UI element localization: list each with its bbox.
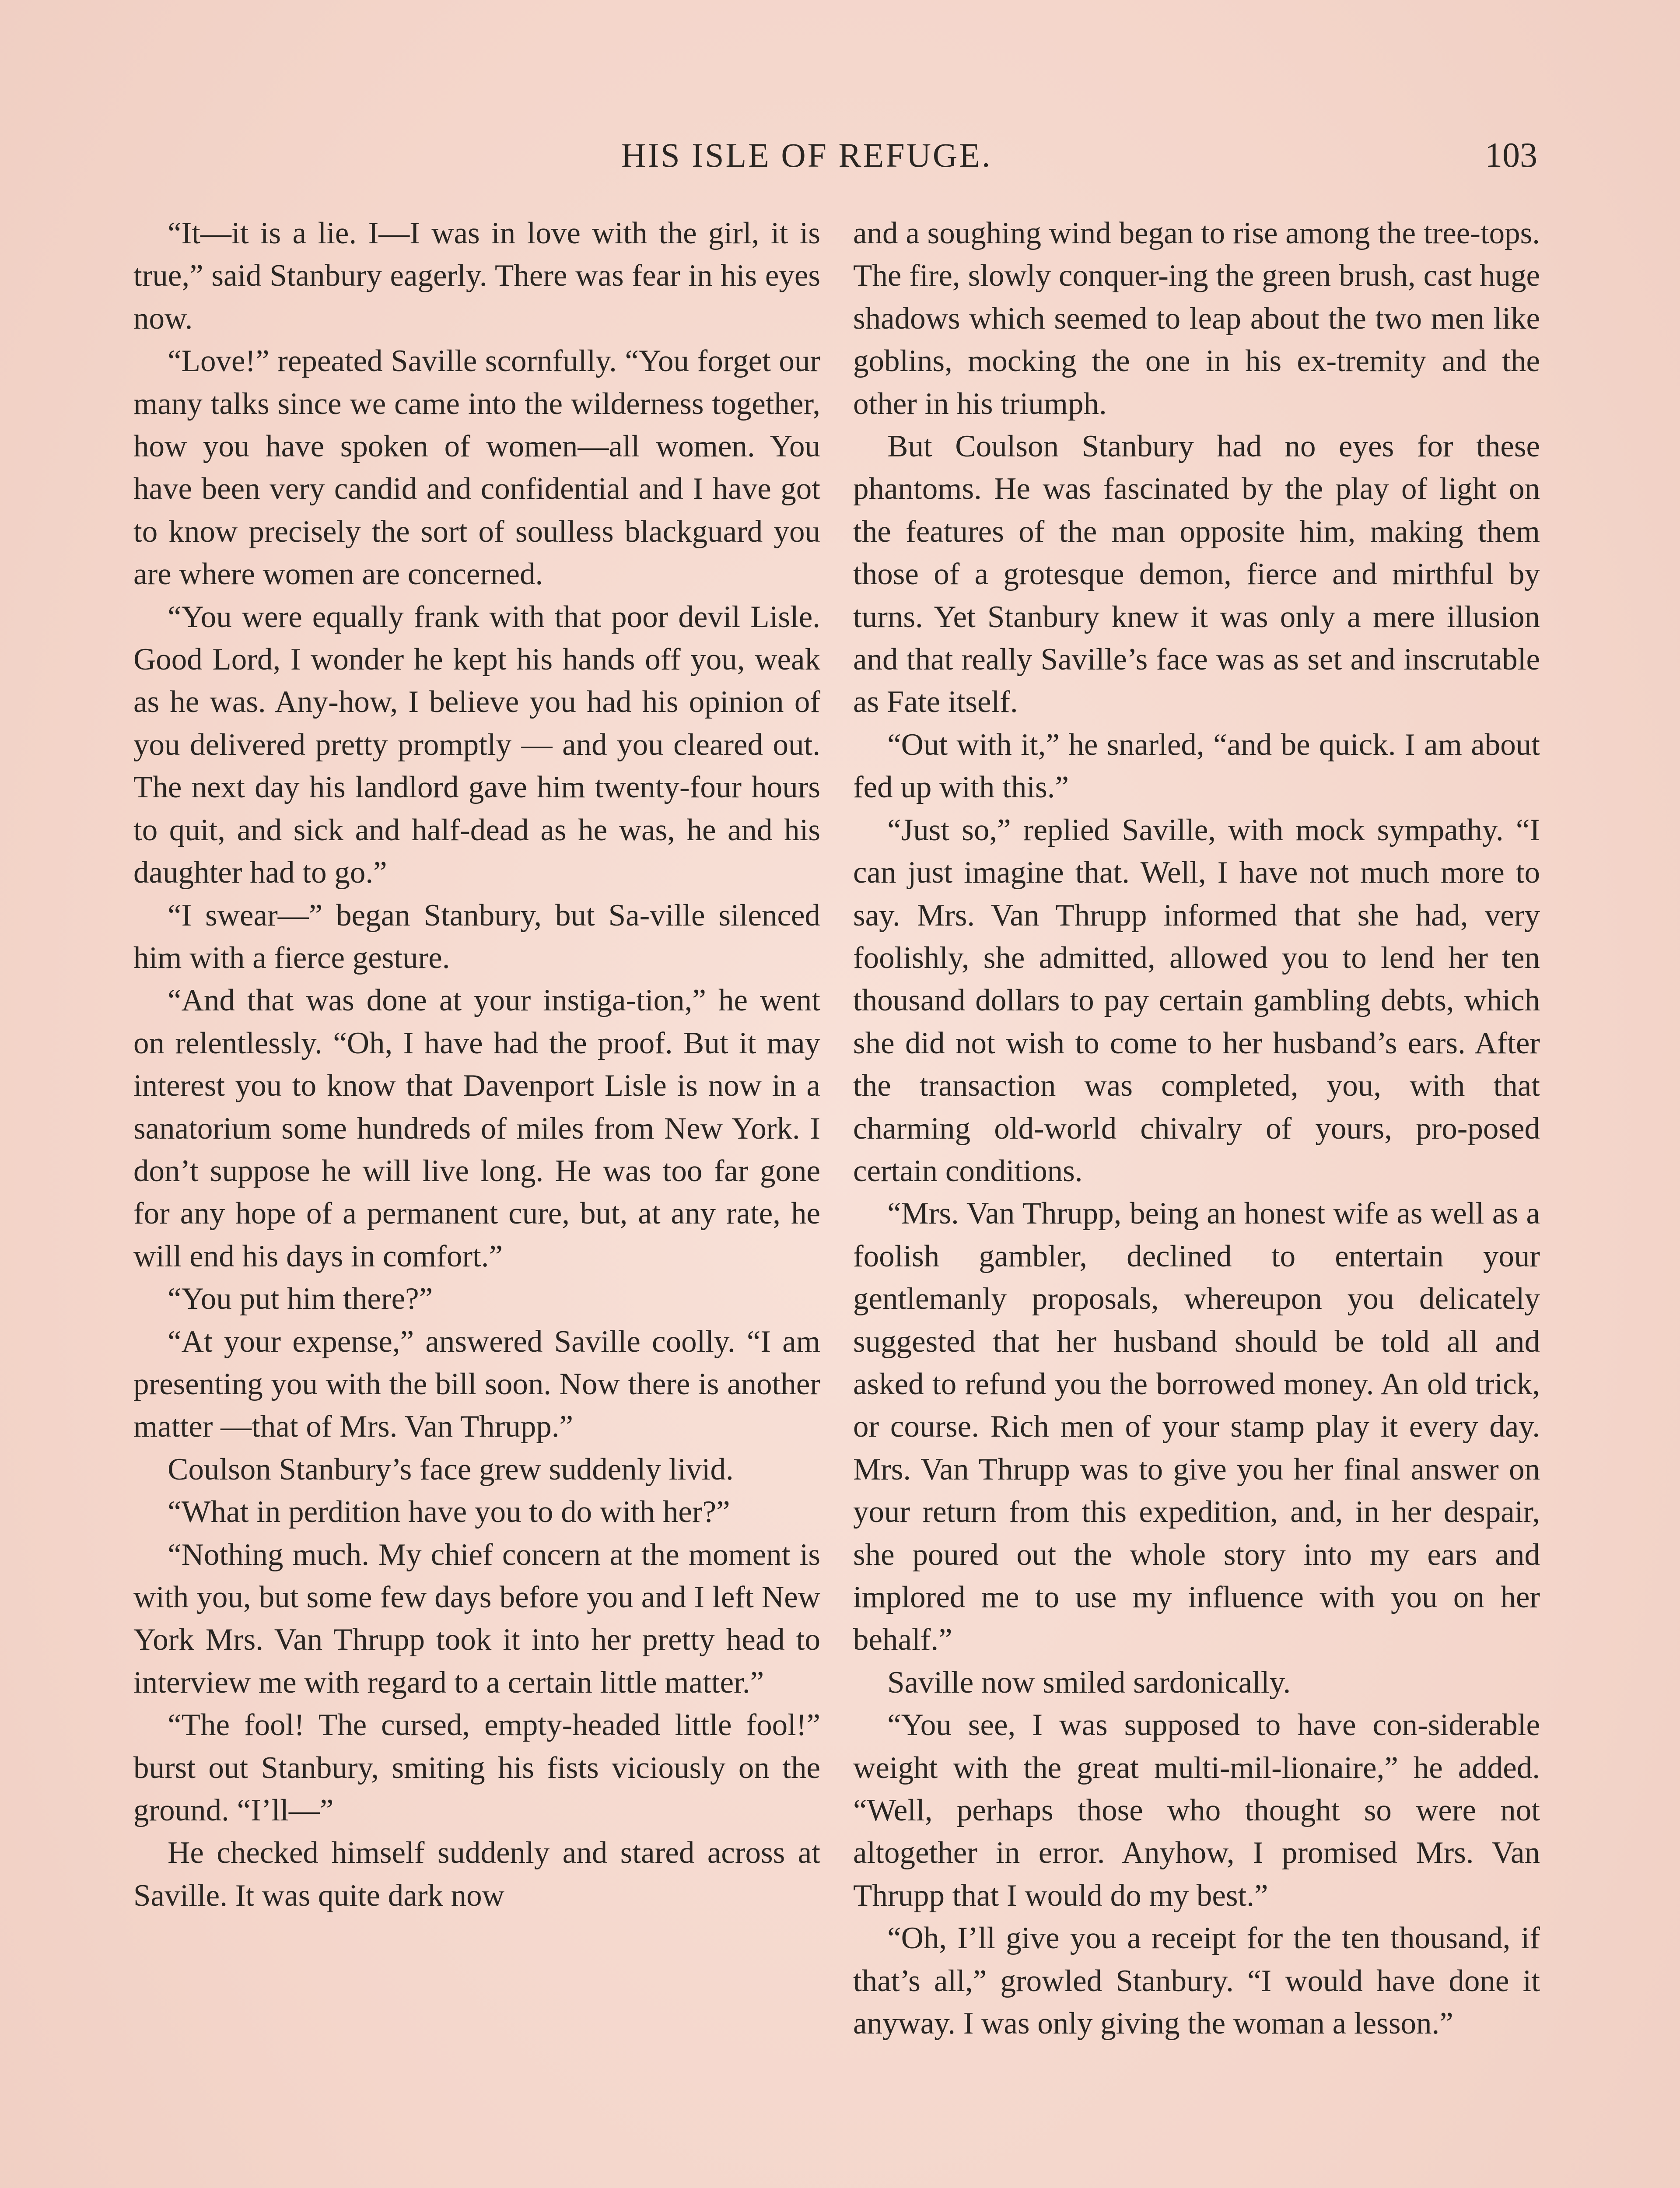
- paragraph: “Nothing much. My chief concern at the moment is with you, but some few days before you and I left New York Mrs. Van Thrupp took it into her pretty head to interview me with regard to a certain little matter.”: [133, 1537, 820, 1700]
- paragraph: “The fool! The cursed, empty-headed little fool!” burst out Stanbury, smiting his fists viciously on the ground. “I’ll—”: [133, 1708, 820, 1828]
- running-head: [0, 131, 1680, 179]
- left-column: [133, 212, 820, 1917]
- paragraph: “It—it is a lie. I—I was in love with the girl, it is true,” said Stanbury eagerly. There was fear in his eyes now.: [133, 216, 820, 336]
- paragraph: “At your expense,” answered Saville coolly. “I am presenting you with the bill soon. Now there is another matter —that of Mrs. Van Thrupp.”: [133, 1324, 820, 1444]
- paragraph: “You were equally frank with that poor devil Lisle. Good Lord, I wonder he kept his hands off you, weak as he was. Any-how, I believe you had his opinion of you delivered pretty promptly — and you cleared out. The next day his landlord gave him twenty-four hours to quit, and sick and half-dead as he was, he and his daughter had to go.”: [133, 600, 820, 890]
- running-title: HIS ISLE OF REFUGE.: [621, 136, 992, 174]
- paragraph-continuation: and a soughing wind began to rise among the tree-tops. The fire, slowly conquer-ing the green brush, cast huge shadows which seemed to leap about the two men like goblins, mocking the one in his ex-tremity and the other in his triumph.: [853, 216, 1540, 421]
- paragraph: “I swear—” began Stanbury, but Sa-ville silenced him with a fierce gesture.: [133, 898, 820, 975]
- paragraph: “Out with it,” he snarled, “and be quick. I am about fed up with this.”: [853, 727, 1540, 805]
- page-number: 103: [1485, 136, 1537, 175]
- paragraph: “You put him there?”: [168, 1282, 433, 1316]
- paragraph: He checked himself suddenly and stared across at Saville. It was quite dark now: [133, 1836, 820, 1913]
- right-column: [853, 212, 1540, 2045]
- paragraph: But Coulson Stanbury had no eyes for these phantoms. He was fascinated by the play of light on the features of the man opposite him, making them those of a grotesque demon, fierce and mirthful by turns. Yet Stanbury knew it was only a mere illusion and that really Saville’s face was as set and inscrutable as Fate itself.: [853, 429, 1540, 719]
- paragraph: “Oh, I’ll give you a receipt for the ten thousand, if that’s all,” growled Stanbury. “I would have done it anyway. I was only giving the woman a lesson.”: [853, 1921, 1540, 2041]
- paragraph: “You see, I was supposed to have con-siderable weight with the great multi-mil-lionaire,” he added. “Well, perhaps those who thought so were not altogether in error. Anyhow, I promised Mrs. Van Thrupp that I would do my best.”: [853, 1708, 1540, 1913]
- paragraph: “Just so,” replied Saville, with mock sympathy. “I can just imagine that. Well, I have not much more to say. Mrs. Van Thrupp informed that she had, very foolishly, she admitted, allowed you to lend her ten thousand dollars to pay certain gambling debts, which she did not wish to come to her husband’s ears. After the transaction was completed, you, with that charming old-world chivalry of yours, pro-posed certain conditions.: [853, 813, 1540, 1188]
- paragraph: “And that was done at your instiga-tion,” he went on relentlessly. “Oh, I have had the proof. But it may interest you to know that Davenport Lisle is now in a sanatorium some hundreds of miles from New York. I don’t suppose he will live long. He was too far gone for any hope of a permanent cure, but, at any rate, he will end his days in comfort.”: [133, 983, 820, 1273]
- paragraph: Coulson Stanbury’s face grew suddenly livid.: [168, 1452, 734, 1487]
- paragraph: “Mrs. Van Thrupp, being an honest wife as well as a foolish gambler, declined to entertain your gentlemanly proposals, whereupon you delicately suggested that her husband should be told all and asked to refund you the borrowed money. An old trick, or course. Rich men of your stamp play it every day. Mrs. Van Thrupp was to give you her final answer on your return from this expedition, and, in her despair, she poured out the whole story into my ears and implored me to use my influence with you on her behalf.”: [853, 1196, 1540, 1657]
- paragraph: Saville now smiled sardonically.: [887, 1665, 1291, 1700]
- paragraph: “Love!” repeated Saville scornfully. “You forget our many talks since we came into the wilderness together, how you have spoken of women—all women. You have been very candid and confidential and I have got to know precisely the sort of soulless blackguard you are where women are concerned.: [133, 344, 820, 592]
- paragraph: “What in perdition have you to do with her?”: [168, 1495, 730, 1529]
